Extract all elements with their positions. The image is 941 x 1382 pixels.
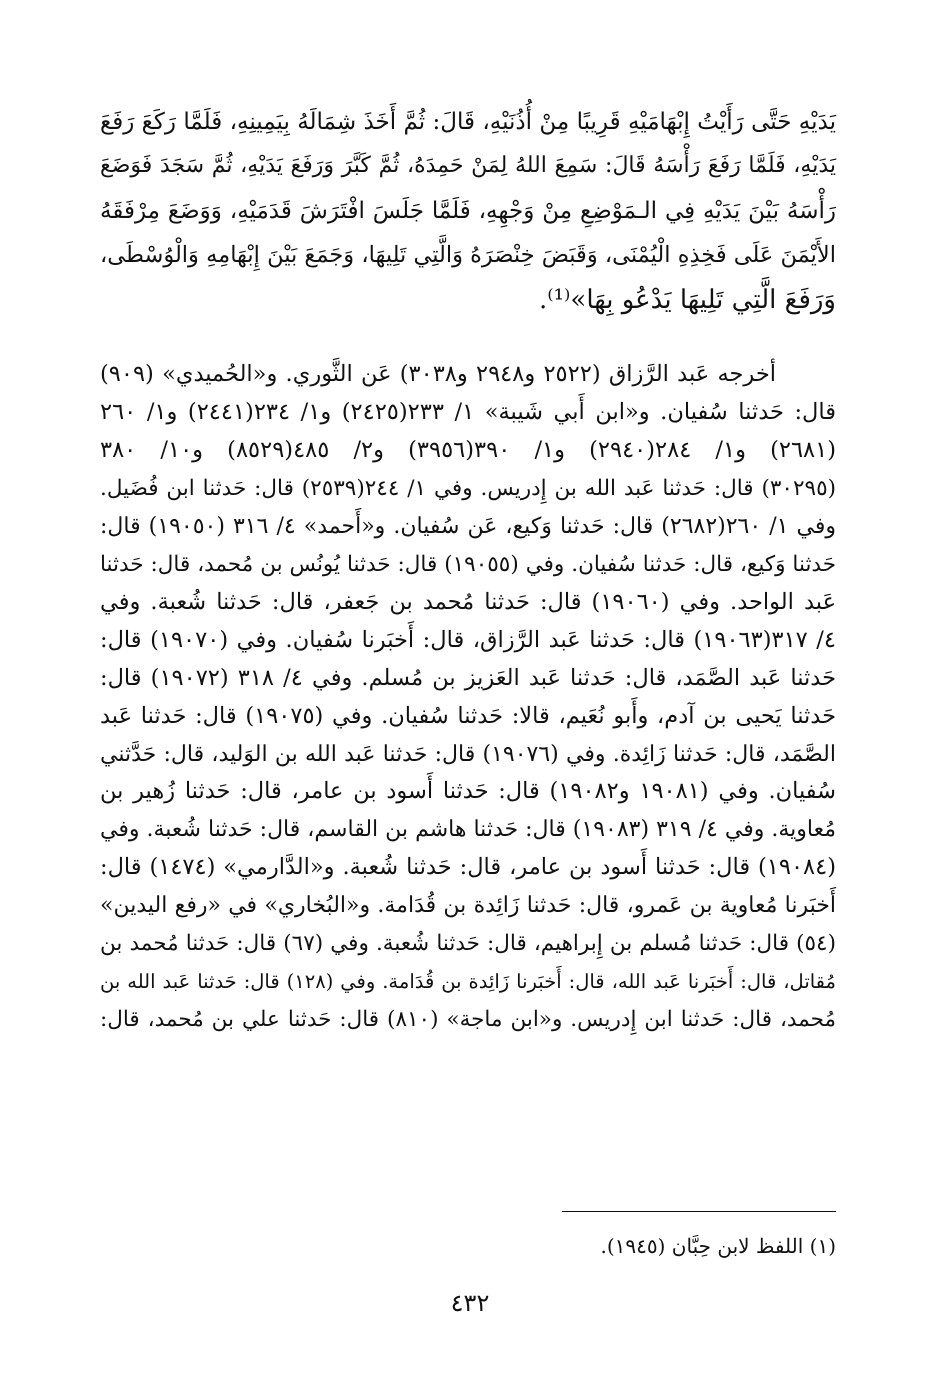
hadith-line: يَدَيْهِ حَتَّى رَأَيْتُ إِبْهَامَيْهِ قَرِيبًا مِنْ أُذُنَيْهِ، قَالَ: ثُمَّ أَخَذَ شِمَالَهُ بِيَمِينِهِ، فَلَمَّا رَكَعَ رَفَعَ [100,109,836,135]
takhrij-line: مُقاتل، قال: أَخبَرنا عَبد الله، قال: أَخبَرنا زَائِدة بن قُدَامة. وفي (١٢٨) قال: حَدثنا عَبد الله بن [100,970,836,994]
takhrij-line: مُعاوية. وفي ٤/ ٣١٩ (١٩٠٨٣) قال: حَدثنا هاشم بن القاسم، قال: حَدثنا شُعبة. وفي [100,817,837,843]
footnote: (١) اللفظ لابن حِبَّان (١٩٤٥). [600,1234,836,1258]
takhrij-line: وفي ١/ ٢٦٠(٢٦٨٢) قال: حَدثنا وَكيع، عَن سُفيان. و«أَحمد» ٤/ ٣١٦ (١٩٠٥٠) قال: [100,513,837,539]
takhrij-line: (١٩٠٨٤) قال: حَدثنا أَسود بن عامر، قال: حَدثنا شُعبة. و«الدَّارمي» (١٤٧٤) قال: [100,854,836,881]
hadith-line: يَدَيْهِ، فَلَمَّا رَفَعَ رَأْسَهُ قَالَ: سَمِعَ اللهُ لِمَنْ حَمِدَهُ، ثُمَّ كَبَّرَ وَرَفَعَ يَدَيْهِ، ثُمَّ سَجَدَ فَوَضَعَ [100,153,836,179]
takhrij-line: عَبد الواحد. وفي (١٩٠٦٠) قال: حَدثنا مُحمد بن جَعفر، قال: حَدثنا شُعبة. وفي [100,588,836,615]
hadith-text [100,100,836,322]
takhrij-line: حَدثنا يَحيى بن آدم، وأَبو نُعَيم، قالا: حَدثنا سُفيان. وفي (١٩٠٧٥) قال: حَدثنا عَبد [100,702,836,729]
takhrij-text [100,356,836,1039]
takhrij-line: (٣٠٢٩٥) قال: حَدثنا عَبد الله بن إِدريس. وفي ١/ ٢٤٤(٢٥٣٩) قال: حَدثنا ابن فُضَيل. [100,475,837,501]
takhrij-line: أخرجه عَبد الرَّزاق (٢٥٢٢ و٢٩٤٨ و٣٠٣٨) عَن الثَّوري. و«الحُميدي» (٩٠٩) [100,361,776,387]
takhrij-line: ٤/ ٣١٧(١٩٠٦٣) قال: حَدثنا عَبد الرَّزاق، قال: أَخبَرنا سُفيان. وفي (١٩٠٧٠) قال: [100,626,836,653]
page-number: ٤٣٢ [450,1289,490,1317]
hadith-line: رَأْسَهُ بَيْنَ يَدَيْهِ فِي الـمَوْضِعِ مِنْ وَجْهِهِ، فَلَمَّا جَلَسَ افْتَرَشَ قَدَمَيْهِ، وَوَضَعَ مِرْفَقَهُ [100,197,836,224]
takhrij-line: سُفيان. وفي (١٩٠٨١ و١٩٠٨٢) قال: حَدثنا أَسود بن عامر، قال: حَدثنا زُهير بن [100,778,836,805]
takhrij-line: مُحمد، قال: حَدثنا ابن إِدريس. و«ابن ماجة» (٨١٠) قال: حَدثنا علي بن مُحمد، قال: [100,1007,836,1033]
footnote-separator [562,1211,836,1212]
takhrij-line: أَخبَرنا مُعاوية بن عَمرو، قال: حَدثنا زَائِدة بن قُدَامة. و«البُخاري» في «رفع اليدين» [100,893,836,919]
takhrij-line: حَدثنا عَبد الصَّمَد، قال: حَدثنا عَبد العَزيز بن مُسلم. وفي ٤/ ٣١٨ (١٩٠٧٢) قال: [100,664,836,691]
takhrij-line: (٥٤) قال: حَدثنا مُسلم بن إِبراهيم، قال: حَدثنا شُعبة. وفي (٦٧) قال: حَدثنا مُحمد بن [100,931,836,957]
takhrij-line: حَدثنا وَكيع، قال: حَدثنا سُفيان. وفي (١٩٠٥٥) قال: حَدثنا يُونُس بن مُحمد، قال: حَدثنا [100,551,837,577]
takhrij-line: قال: حَدثنا سُفيان. و«ابن أَبي شَيبة» ١/ ٢٣٣(٢٤٢٥) و١/ ٢٣٤(٢٤٤١) و١/ ٢٦٠ [100,398,837,425]
hadith-line: وَرَفَعَ الَّتِي تَلِيهَا يَدْعُو بِهَا»⁽¹⁾. [538,284,836,315]
hadith-line: الأَيْمَنَ عَلَى فَخِذِهِ الْيُمْنَى، وَقَبَضَ خِنْصَرَهُ وَالَّتِي تَلِيهَا، وَجَمَعَ بَيْنَ إِبْهَامِهِ وَالْوُسْطَى، [100,242,836,269]
takhrij-line: الصَّمَد، قال: حَدثنا زَائِدة. وفي (١٩٠٧٦) قال: حَدثنا عَبد الله بن الوَليد، قال: حَدَّثني [100,741,836,767]
takhrij-line: (٢٦٨١) و١/ ٢٨٤(٢٩٤٠) و١/ ٣٩٠(٣٩٥٦) و٢/ ٤٨٥(٨٥٢٩) و١٠/ ٣٨٠ [100,436,837,463]
